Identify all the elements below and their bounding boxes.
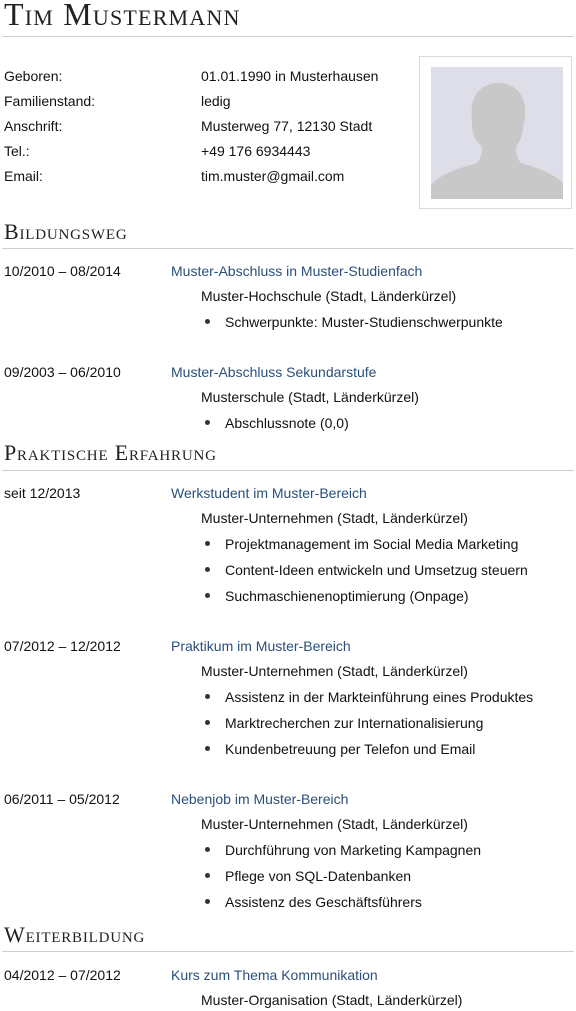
personal-value-email: tim.muster@gmail.com (201, 168, 345, 184)
bullet-icon (205, 593, 210, 598)
entry-bullet-text: Assistenz des Geschäftsführers (225, 894, 422, 910)
entry-company: Muster-Unternehmen (Stadt, Länderkürzel) (201, 510, 468, 526)
bullet-icon (205, 873, 210, 878)
entry-bullet-text: Abschlussnote (0,0) (225, 415, 349, 431)
entry-bullet-text: Content-Ideen entwickeln und Umsetzug steuern (225, 562, 528, 578)
entry-bullet-text: Pflege von SQL-Datenbanken (225, 868, 412, 884)
personal-value-marital: ledig (201, 93, 231, 109)
entry-company: Muster-Unternehmen (Stadt, Länderkürzel) (201, 816, 468, 832)
bullet-icon (205, 694, 210, 699)
profile-photo (419, 56, 572, 209)
bullet-icon (205, 720, 210, 725)
entry-institution: Muster-Hochschule (Stadt, Länderkürzel) (201, 288, 457, 304)
entry-bullet-text: Marktrecherchen zur Internationalisierung (225, 715, 484, 731)
entry-bullet-text: Kundenbetreuung per Telefon und Email (225, 741, 476, 757)
entry-institution: Musterschule (Stadt, Länderkürzel) (201, 389, 419, 405)
entry-position: Praktikum im Muster-Bereich (171, 638, 351, 654)
section-title-education: Bildungsweg (4, 219, 128, 244)
bullet-icon (205, 541, 210, 546)
entry-company: Muster-Unternehmen (Stadt, Länderkürzel) (201, 663, 468, 679)
personal-label-email: Email: (4, 168, 43, 184)
entry-position: Muster-Abschluss in Muster-Studienfach (171, 263, 423, 279)
entry-bullet-text: Suchmaschienenoptimierung (Onpage) (225, 588, 469, 604)
personal-label-address: Anschrift: (4, 118, 63, 134)
entry-date: seit 12/2013 (4, 485, 81, 501)
personal-value-phone: +49 176 6934443 (201, 143, 311, 159)
personal-label-marital: Familienstand: (4, 93, 96, 109)
avatar-placeholder-icon (431, 67, 563, 199)
entry-organisation: Muster-Organisation (Stadt, Länderkürzel) (201, 992, 463, 1008)
entry-bullet-text: Projektmanagement im Social Media Marketing (225, 536, 519, 552)
entry-date: 06/2011 – 05/2012 (4, 791, 120, 807)
bullet-icon (205, 319, 210, 324)
personal-label-phone: Tel.: (4, 143, 30, 159)
section-divider-education (2, 248, 574, 249)
bullet-icon (205, 567, 210, 572)
cv-name: Tim Mustermann (4, 0, 241, 32)
entry-date: 07/2012 – 12/2012 (4, 638, 121, 654)
entry-position: Kurs zum Thema Kommunikation (171, 967, 378, 983)
bullet-icon (205, 420, 210, 425)
section-divider-experience (2, 470, 574, 471)
bullet-icon (205, 899, 210, 904)
personal-value-born: 01.01.1990 in Musterhausen (201, 68, 379, 84)
entry-date: 10/2010 – 08/2014 (4, 263, 121, 279)
entry-position: Werkstudent im Muster-Bereich (171, 485, 367, 501)
bullet-icon (205, 847, 210, 852)
entry-position: Nebenjob im Muster-Bereich (171, 791, 349, 807)
entry-position: Muster-Abschluss Sekundarstufe (171, 364, 377, 380)
entry-bullet-text: Durchführung von Marketing Kampagnen (225, 842, 482, 858)
entry-date: 09/2003 – 06/2010 (4, 364, 121, 380)
header-divider (2, 36, 574, 37)
section-divider-training (2, 951, 574, 952)
bullet-icon (205, 746, 210, 751)
personal-value-address: Musterweg 77, 12130 Stadt (201, 118, 373, 134)
entry-bullet-text: Schwerpunkte: Muster-Studienschwerpunkte (225, 314, 503, 330)
entry-date: 04/2012 – 07/2012 (4, 967, 121, 983)
section-title-experience: Praktische Erfahrung (4, 440, 217, 465)
personal-label-born: Geboren: (4, 68, 63, 84)
section-title-training: Weiterbildung (4, 922, 146, 947)
entry-bullet-text: Assistenz in der Markteinführung eines Produktes (225, 689, 534, 705)
